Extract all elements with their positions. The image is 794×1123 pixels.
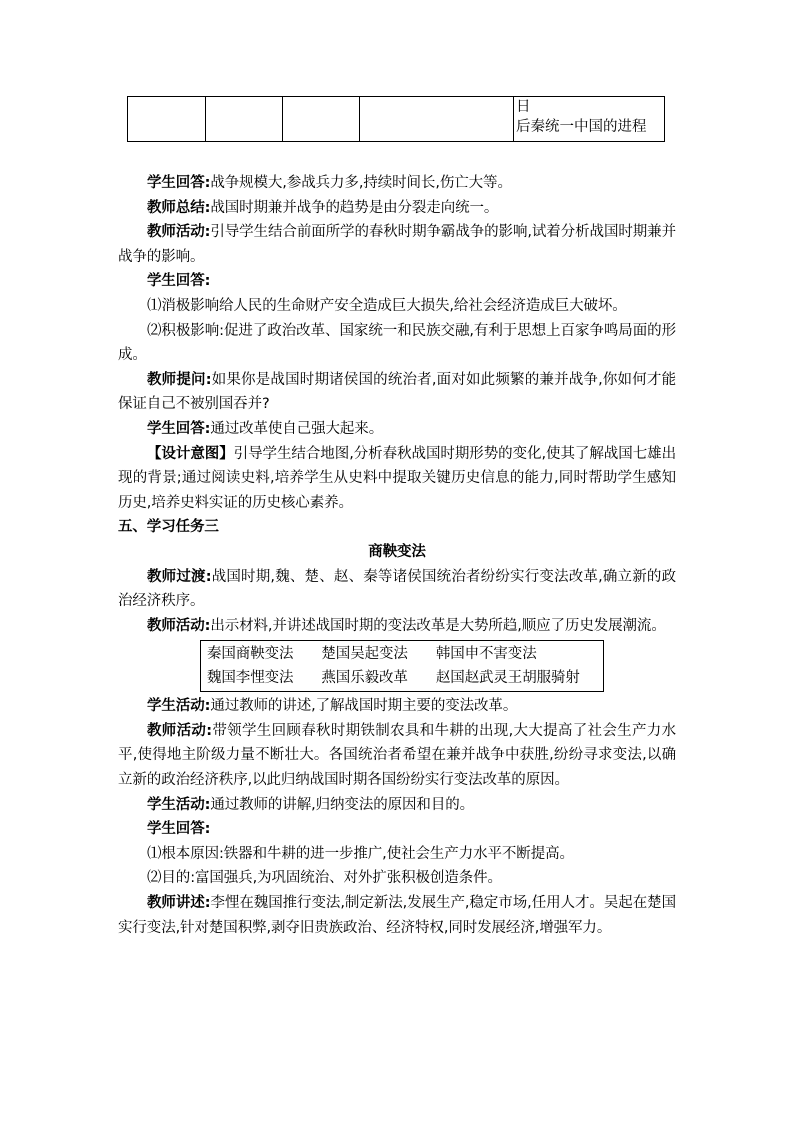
paragraph-text: ⑴消极影响给人民的生命财产安全造成巨大损失,给社会经济造成巨大破坏。 — [147, 297, 627, 314]
paragraph-text: 战国时期兼并战争的趋势是由分裂走向统一。 — [210, 199, 499, 216]
speaker-label: 教师活动: — [147, 617, 211, 634]
paragraph-text: 出示材料,并讲述战国时期的变法改革是大势所趋,顺应了历史发展潮流。 — [210, 617, 666, 634]
paragraph-text: 通过教师的讲解,归纳变法的原因和目的。 — [210, 796, 475, 813]
paragraph — [118, 220, 676, 269]
design-intent-label: 【设计意图】 — [147, 445, 234, 462]
paragraph — [118, 694, 676, 719]
table-cell — [128, 97, 206, 142]
paragraph-text: 战争规模大,参战兵力多,持续时间长,伤亡大等。 — [210, 175, 512, 191]
table-cell — [360, 97, 514, 142]
speaker-label: 教师活动: — [147, 722, 212, 739]
body-text — [118, 171, 676, 940]
speaker-label: 教师总结: — [147, 199, 211, 216]
paragraph — [118, 442, 676, 516]
reform-item: 秦国商鞅变法 — [207, 646, 294, 663]
table-row — [128, 97, 665, 142]
paragraph — [118, 614, 676, 639]
paragraph — [118, 842, 676, 867]
table-cell-line-1: 日 — [516, 99, 531, 115]
paragraph-text: 如果你是战国时期诸侯国的统治者,面对如此频繁的兼并战争,你如何才能保证自己不被别国吞并? — [118, 371, 676, 413]
paragraph-text: 带领学生回顾春秋时期铁制农具和牛耕的出现,大大提高了社会生产力水平,使得地主阶级力量不断壮大。各国统治者希望在兼并战争中获胜,纷纷寻求变法,以确立新的政治经济秩序,以此归纳战国时期各国纷纷实行变法改革的原因。 — [118, 722, 676, 789]
paragraph-text: 通过教师的讲述,了解战国时期主要的变法改革。 — [210, 698, 518, 715]
paragraph-text: 通过改革使自己强大起来。 — [210, 420, 384, 437]
paragraph — [118, 891, 676, 940]
paragraph — [118, 269, 676, 294]
speaker-label: 学生回答: — [147, 273, 211, 290]
speaker-label: 学生回答: — [147, 175, 211, 191]
paragraph — [118, 565, 676, 614]
speaker-label: 教师讲述: — [147, 895, 211, 912]
paragraph — [118, 196, 676, 221]
paragraph-text: ⑴根本原因:铁器和牛耕的进一步推广,使社会生产力水平不断提高。 — [147, 845, 574, 862]
paragraph — [118, 319, 676, 368]
table-cell-line-2: 后秦统一中国的进程 — [516, 119, 647, 135]
speaker-label: 学生活动: — [147, 698, 211, 715]
reform-item: 楚国吴起变法 — [321, 646, 408, 663]
table-cell-text — [514, 97, 665, 142]
section-heading: 五、学习任务三 — [118, 519, 219, 536]
lesson-table-fragment — [127, 96, 665, 142]
table-cell — [206, 97, 283, 142]
reform-item: 韩国申不害变法 — [435, 646, 537, 663]
reform-list-box — [200, 640, 604, 692]
speaker-label: 教师过渡: — [147, 568, 212, 585]
paragraph — [118, 368, 676, 417]
reform-item: 魏国李悝变法 — [207, 670, 294, 687]
reform-item: 赵国赵武灵王胡服骑射 — [435, 670, 580, 687]
paragraph-text: 引导学生结合前面所学的春秋时期争霸战争的影响,试着分析战国时期兼并战争的影响。 — [118, 224, 676, 265]
paragraph-text: 战国时期,魏、楚、赵、秦等诸侯国统治者纷纷实行变法改革,确立新的政治经济秩序。 — [118, 568, 676, 610]
paragraph — [118, 171, 676, 196]
section-title: 商鞅变法 — [368, 543, 426, 560]
speaker-label: 学生活动: — [147, 796, 211, 813]
speaker-label: 学生回答: — [147, 420, 211, 437]
paragraph-text: 引导学生结合地图,分析春秋战国时期形势的变化,使其了解战国七雄出现的背景;通过阅读史料,培养学生从史料中提取关键历史信息的能力,同时帮助学生感知历史,培养史料实证的历史核心素养。 — [118, 445, 676, 511]
speaker-label: 学生回答: — [147, 821, 211, 838]
paragraph — [118, 793, 676, 818]
paragraph-text: ⑵目的:富国强兵,为巩固统治、对外扩张积极创造条件。 — [147, 870, 502, 887]
paragraph — [118, 294, 676, 319]
speaker-label: 教师活动: — [147, 224, 211, 241]
paragraph — [118, 719, 676, 793]
paragraph — [118, 866, 676, 891]
table-cell — [283, 97, 360, 142]
paragraph — [118, 417, 676, 442]
reform-item: 燕国乐毅改革 — [321, 670, 408, 687]
paragraph — [118, 817, 676, 842]
paragraph-text: ⑵积极影响:促进了政治改革、国家统一和民族交融,有利于思想上百家争鸣局面的形成。 — [118, 322, 676, 364]
paragraph-text: 李悝在魏国推行变法,制定新法,发展生产,稳定市场,任用人才。吴起在楚国实行变法,针对楚国积弊,剥夺旧贵族政治、经济特权,同时发展经济,增强军力。 — [118, 895, 676, 936]
speaker-label: 教师提问: — [147, 371, 212, 388]
